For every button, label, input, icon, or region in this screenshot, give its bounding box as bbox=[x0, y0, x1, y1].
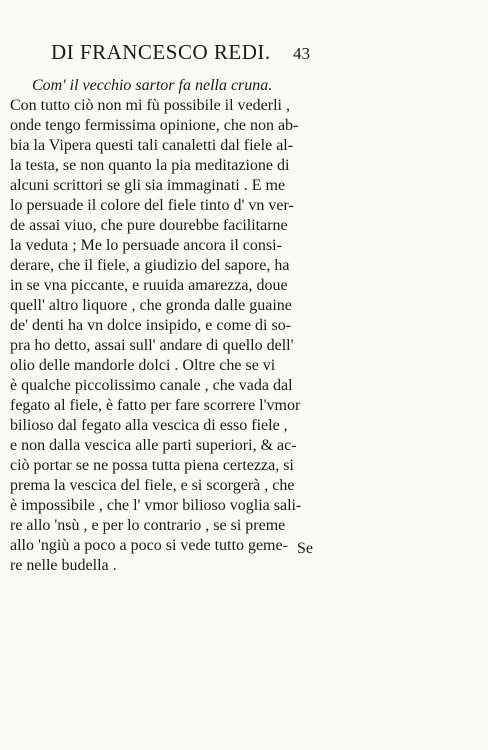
text-line: è impossibile , che l' vmor bilioso voglia sali- bbox=[10, 497, 302, 514]
page-number: 43 bbox=[293, 44, 310, 63]
text-line: in se vna piccante, e ruuida amarezza, doue bbox=[10, 277, 288, 294]
text-line: e non dalla vescica alle parti superiori, & ac- bbox=[10, 437, 297, 454]
catchword: Se bbox=[297, 540, 313, 557]
text-line: de assai viuo, che pure dourebbe facilitarne bbox=[10, 217, 288, 234]
text-line: re nelle budella . bbox=[10, 557, 117, 574]
text-line: olio delle mandorle dolci . Oltre che se vi bbox=[10, 357, 276, 374]
text-line: alcuni scrittori se gli sia immaginati . E me bbox=[10, 177, 286, 194]
text-line: ciò portar se ne possa tutta piena certezza, si bbox=[10, 457, 294, 474]
text-line: derare, che il fiele, a giudizio del sapore, ha bbox=[10, 257, 290, 274]
text-line: bilioso dal fegato alla vescica di esso fiele , bbox=[10, 417, 288, 434]
text-line: fegato al fiele, è fatto per fare scorrere l'vmor bbox=[10, 397, 301, 414]
text-line: re allo 'nsù , e per lo contrario , se si preme bbox=[10, 517, 286, 534]
text-line: quell' altro liquore , che gronda dalle guaine bbox=[10, 297, 292, 314]
page-header bbox=[51, 40, 471, 70]
text-line: prema la vescica del fiele, e si scorgerà , che bbox=[10, 477, 295, 494]
text-line: lo persuade il colore del fiele tinto d' vn ver- bbox=[10, 197, 294, 214]
text-line: bia la Vipera questi tali canaletti dal fiele al- bbox=[10, 137, 294, 154]
verse-line: Com' il vecchio sartor fa nella cruna. bbox=[32, 77, 273, 94]
text-line: Con tutto ciò non mi fù possibile il vederli , bbox=[10, 97, 290, 114]
text-line: la veduta ; Me lo persuade ancora il consi- bbox=[10, 237, 282, 254]
text-line: è qualche piccolissimo canale , che vada dal bbox=[10, 377, 293, 394]
text-line: onde tengo fermissima opinione, che non ab- bbox=[10, 117, 299, 134]
text-line: pra ho detto, assai sull' andare di quello dell' bbox=[10, 337, 294, 354]
text-line: la testa, se non quanto la pia meditazione di bbox=[10, 157, 290, 174]
running-title: DI FRANCESCO REDI. bbox=[51, 40, 271, 64]
text-line: allo 'ngiù a poco a poco si vede tutto geme- bbox=[10, 537, 288, 554]
text-line: de' denti ha vn dolce insipido, e come di so- bbox=[10, 317, 292, 334]
